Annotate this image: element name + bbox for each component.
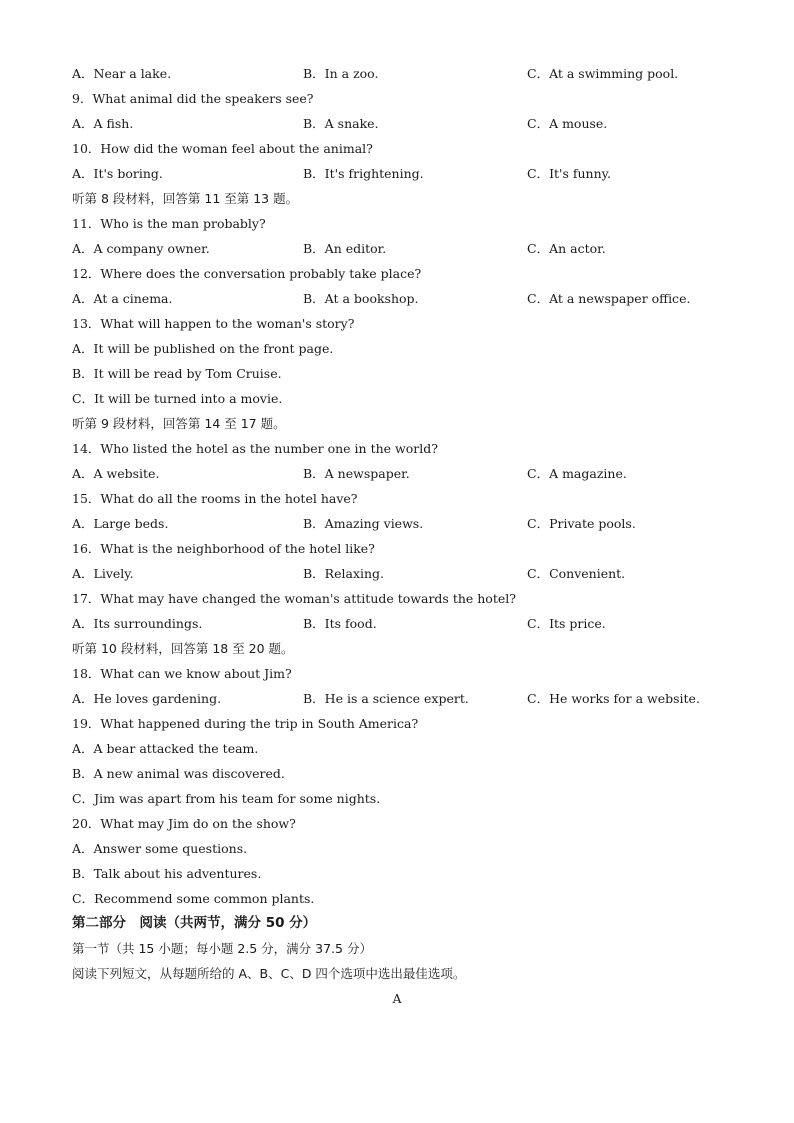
options-row (72, 111, 722, 136)
question-line: B．A new animal was discovered. (72, 766, 285, 781)
options-row (72, 461, 722, 486)
question-line: 14．Who listed the hotel as the number one in the world? (72, 441, 438, 456)
section-instruction: 听第 10 段材料，回答第 18 至 20 题。 (72, 641, 294, 656)
question-line: 20．What may Jim do on the show? (72, 816, 296, 831)
option-a: A．He loves gardening. (72, 691, 222, 706)
section-instruction: 第一节（共 15 小题；每小题 2.5 分，满分 37.5 分） (72, 941, 372, 956)
option-b: B．A newspaper. (303, 466, 410, 481)
question-line: 18．What can we know about Jim? (72, 666, 292, 681)
options-row (72, 611, 722, 636)
option-a: A．Large beds. (72, 516, 169, 531)
question-line: 11．Who is the man probably? (72, 216, 266, 231)
option-b: B．An editor. (303, 241, 387, 256)
options-row (72, 286, 722, 311)
section-instruction: 听第 8 段材料，回答第 11 至第 13 题。 (72, 191, 299, 206)
options-row (72, 511, 722, 536)
option-b: B．Amazing views. (303, 516, 424, 531)
question-line: 19．What happened during the trip in South America? (72, 716, 419, 731)
question-line: 17．What may have changed the woman's attitude towards the hotel? (72, 591, 516, 606)
option-c: C．He works for a website. (527, 691, 700, 706)
option-a: A．Near a lake. (72, 66, 172, 81)
option-c: C．A magazine. (527, 466, 627, 481)
option-a: A．Lively. (72, 566, 134, 581)
exam-page (72, 61, 722, 1011)
option-a: A．Its surroundings. (72, 616, 203, 631)
question-line: C．Jim was apart from his team for some nights. (72, 791, 381, 806)
question-line: A．A bear attacked the team. (72, 741, 259, 756)
option-b: B．Its food. (303, 616, 377, 631)
section-instruction: 阅读下列短文，从每题所给的 A、B、C、D 四个选项中选出最佳选项。 (72, 966, 466, 981)
option-c: C．Convenient. (527, 566, 626, 581)
option-b: B．Relaxing. (303, 566, 385, 581)
options-row (72, 686, 722, 711)
option-c: C．At a newspaper office. (527, 291, 691, 306)
option-c: C．Its price. (527, 616, 606, 631)
question-line: C．Recommend some common plants. (72, 891, 315, 906)
section-instruction: 听第 9 段材料，回答第 14 至 17 题。 (72, 416, 286, 431)
question-line: B．It will be read by Tom Cruise. (72, 366, 282, 381)
option-c: C．Private pools. (527, 516, 636, 531)
option-c: C．A mouse. (527, 116, 608, 131)
question-line: B．Talk about his adventures. (72, 866, 262, 881)
option-b: B．At a bookshop. (303, 291, 419, 306)
question-line: A．Answer some questions. (72, 841, 248, 856)
option-c: C．An actor. (527, 241, 606, 256)
question-line: 13．What will happen to the woman's story? (72, 316, 355, 331)
option-b: B．It's frightening. (303, 166, 424, 181)
option-c: C．It's funny. (527, 166, 612, 181)
option-b: B．In a zoo. (303, 66, 379, 81)
options-row (72, 561, 722, 586)
options-row (72, 236, 722, 261)
option-c: C．At a swimming pool. (527, 66, 679, 81)
option-a: A．A company owner. (72, 241, 210, 256)
question-line: 16．What is the neighborhood of the hotel like? (72, 541, 375, 556)
options-row (72, 61, 722, 86)
options-row (72, 161, 722, 186)
option-a: A．A fish. (72, 116, 134, 131)
passage-label: A (392, 991, 402, 1006)
question-line: C．It will be turned into a movie. (72, 391, 283, 406)
option-a: A．At a cinema. (72, 291, 173, 306)
option-b: B．A snake. (303, 116, 379, 131)
question-line: 15．What do all the rooms in the hotel have? (72, 491, 358, 506)
option-a: A．A website. (72, 466, 160, 481)
part-heading: 第二部分 阅读（共两节，满分 50 分） (72, 915, 317, 931)
option-a: A．It's boring. (72, 166, 163, 181)
question-line: 9．What animal did the speakers see? (72, 91, 314, 106)
question-line: A．It will be published on the front page. (72, 341, 334, 356)
question-line: 12．Where does the conversation probably take place? (72, 266, 422, 281)
question-line: 10．How did the woman feel about the animal? (72, 141, 373, 156)
option-b: B．He is a science expert. (303, 691, 469, 706)
